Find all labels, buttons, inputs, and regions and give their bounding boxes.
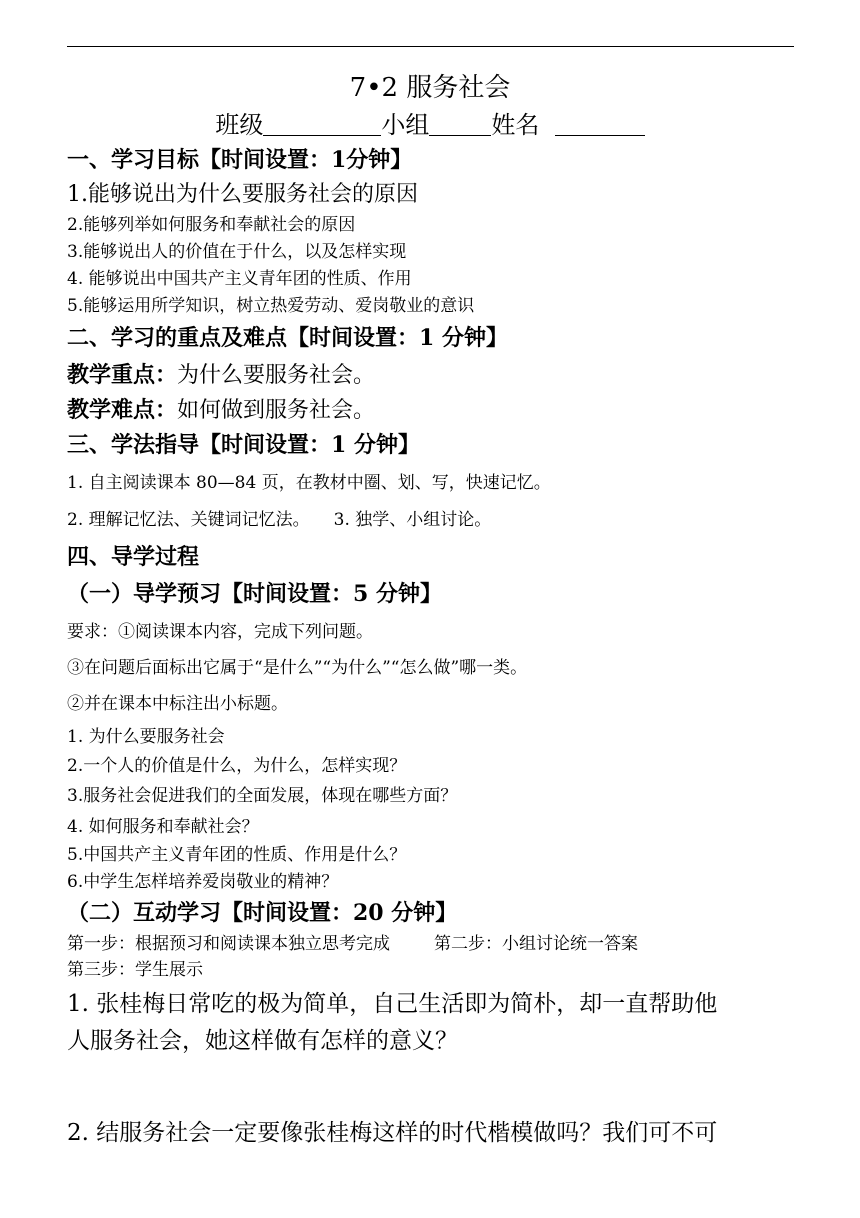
preview-question: 5.中国共产主义青年团的性质、作用是什么？ xyxy=(67,845,407,865)
preview-question: 6.中学生怎样培养爱岗敬业的精神？ xyxy=(67,872,339,892)
preview-question: 4. 如何服务和奉献社会？ xyxy=(67,817,259,837)
requirement-line: ②并在课本中标注出小标题。 xyxy=(67,694,288,714)
objective-item: 3.能够说出人的价值在于什么，以及怎样实现 xyxy=(67,242,407,262)
requirement-line: ③在问题后面标出它属于“是什么”“为什么”“怎么做”哪一类。 xyxy=(67,658,528,678)
header-rule xyxy=(67,46,794,47)
step-3: 第三步：学生展示 xyxy=(67,960,203,980)
subsection-heading-preview: （一）导学预习【时间设置：5 分钟】 xyxy=(67,581,442,607)
difficulty-label: 教学难点： xyxy=(67,397,178,423)
method-item: 1. 自主阅读课本 80—84 页，在教材中圈、划、写，快速记忆。 xyxy=(67,473,551,493)
subsection-heading-interactive: （二）互动学习【时间设置：20 分钟】 xyxy=(67,900,458,926)
key-point-text: 为什么要服务社会。 xyxy=(177,363,376,388)
objective-item: 1.能够说出为什么要服务社会的原因 xyxy=(67,182,418,207)
objective-item: 2.能够列举如何服务和奉献社会的原因 xyxy=(67,215,356,235)
discussion-question-1-cont: 人服务社会，她这样做有怎样的意义？ xyxy=(67,1028,458,1054)
step-2: 第二步：小组讨论统一答案 xyxy=(434,934,638,954)
class-blank[interactable] xyxy=(263,115,381,136)
preview-question: 1. 为什么要服务社会 xyxy=(67,727,225,747)
class-label: 班级 xyxy=(215,111,264,139)
requirement-line: 要求：①阅读课本内容，完成下列问题。 xyxy=(67,622,373,642)
page-title: 7•2 服务社会 xyxy=(349,73,511,103)
objective-item: 5.能够运用所学知识，树立热爱劳动、爱岗敬业的意识 xyxy=(67,296,475,316)
section-heading-methods: 三、学法指导【时间设置：1 分钟】 xyxy=(67,432,420,458)
preview-question: 2.一个人的价值是什么，为什么，怎样实现？ xyxy=(67,756,407,776)
student-info-line xyxy=(0,113,860,137)
discussion-question-1: 1. 张桂梅日常吃的极为简单，自己生活即为简朴，却一直帮助他 xyxy=(67,991,718,1017)
method-item-3: 3. 独学、小组讨论。 xyxy=(333,510,492,530)
name-label: 姓名 xyxy=(491,111,540,139)
key-point-label: 教学重点： xyxy=(67,362,178,388)
group-label: 小组 xyxy=(381,111,430,139)
section-heading-process: 四、导学过程 xyxy=(67,544,200,570)
difficulty-text: 如何做到服务社会。 xyxy=(177,398,376,423)
step-1: 第一步：根据预习和阅读课本独立思考完成 xyxy=(67,934,390,954)
key-point-line xyxy=(67,364,375,387)
name-blank[interactable] xyxy=(555,115,645,136)
section-heading-objectives: 一、学习目标【时间设置：1分钟】 xyxy=(67,147,413,173)
step-line xyxy=(67,936,638,953)
difficulty-line xyxy=(67,399,375,422)
method-item-2: 2. 理解记忆法、关键词记忆法。 xyxy=(67,510,310,530)
section-heading-key-points: 二、学习的重点及难点【时间设置：1 分钟】 xyxy=(67,325,508,351)
preview-question: 3.服务社会促进我们的全面发展，体现在哪些方面？ xyxy=(67,786,458,806)
discussion-question-2: 2. 结服务社会一定要像张桂梅这样的时代楷模做吗？我们可不可 xyxy=(67,1120,718,1146)
objective-item: 4. 能够说出中国共产主义青年团的性质、作用 xyxy=(67,269,412,289)
group-blank[interactable] xyxy=(429,115,491,136)
method-item xyxy=(67,512,491,529)
